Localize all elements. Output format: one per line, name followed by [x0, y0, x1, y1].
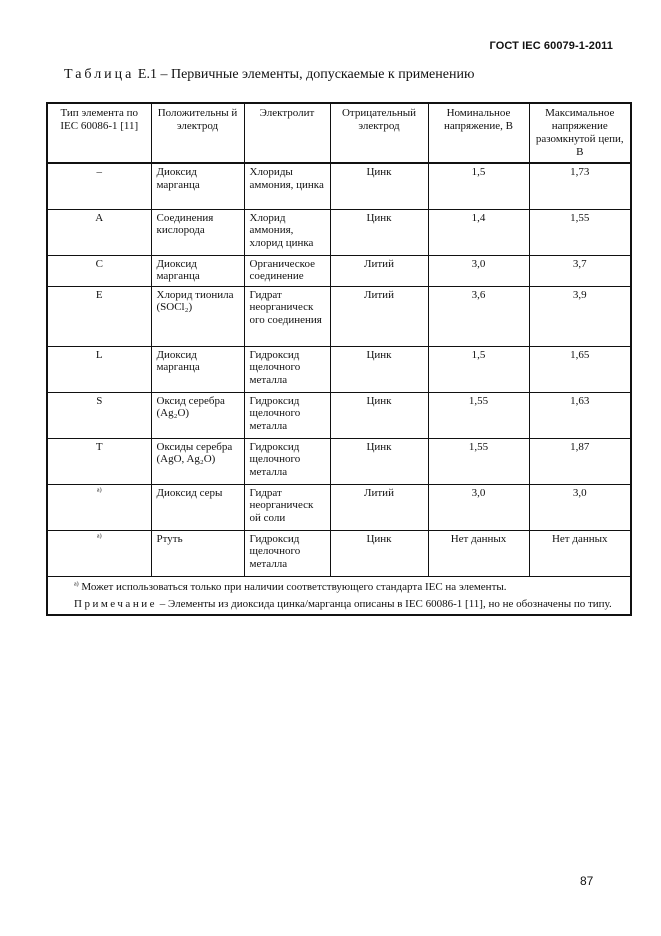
note-label: Примечание	[74, 598, 157, 611]
cell-electrolyte: Органическое соединение	[244, 255, 330, 286]
table-row	[47, 209, 631, 255]
table-row	[47, 286, 631, 346]
cell-positive: Диоксид марганца	[151, 255, 244, 286]
table-title	[64, 67, 474, 83]
cell-max: 3,7	[529, 255, 631, 286]
cell-negative: Цинк	[330, 530, 428, 576]
table-row	[47, 346, 631, 392]
cell-electrolyte: Гидроксид щелочного металла	[244, 392, 330, 438]
footnote-marker: а)	[96, 486, 102, 493]
page-number: 87	[580, 874, 594, 888]
cell-type: –	[47, 163, 151, 209]
document-code: ГОСТ IEC 60079-1-2011	[489, 40, 613, 52]
cell-negative: Цинк	[330, 209, 428, 255]
cell-type	[47, 484, 151, 530]
table-row	[47, 255, 631, 286]
cell-negative: Цинк	[330, 438, 428, 484]
table-header-row	[47, 103, 631, 163]
column-header: Максимальное напряжение разомкнутой цепи, В	[529, 103, 631, 163]
cell-nominal: 3,6	[428, 286, 529, 346]
column-header: Электролит	[244, 103, 330, 163]
cell-negative: Цинк	[330, 163, 428, 209]
cell-max: Нет данных	[529, 530, 631, 576]
column-header: Положительны й электрод	[151, 103, 244, 163]
table-row	[47, 163, 631, 209]
table-row	[47, 484, 631, 530]
table-note	[52, 598, 626, 611]
column-header: Номинальное напряжение, В	[428, 103, 529, 163]
cell-positive: Диоксид серы	[151, 484, 244, 530]
cell-max: 1,73	[529, 163, 631, 209]
cell-negative: Цинк	[330, 392, 428, 438]
cell-max: 3,9	[529, 286, 631, 346]
cell-positive: Соединения кислорода	[151, 209, 244, 255]
cell-nominal: 1,55	[428, 438, 529, 484]
column-header: Отрицательный электрод	[330, 103, 428, 163]
cell-positive: Диоксид марганца	[151, 346, 244, 392]
cell-nominal: 1,55	[428, 392, 529, 438]
cell-positive: Диоксид марганца	[151, 163, 244, 209]
cell-type: E	[47, 286, 151, 346]
table-row	[47, 530, 631, 576]
table-row	[47, 438, 631, 484]
cell-positive: Ртуть	[151, 530, 244, 576]
cell-max: 1,65	[529, 346, 631, 392]
cell-type: A	[47, 209, 151, 255]
cell-negative: Литий	[330, 286, 428, 346]
table-footnote-row	[47, 576, 631, 615]
cell-electrolyte: Хлорид аммония, хлорид цинка	[244, 209, 330, 255]
cell-electrolyte: Гидроксид щелочного металла	[244, 530, 330, 576]
cell-electrolyte: Гидрат неорганическ ой соли	[244, 484, 330, 530]
cell-max: 1,55	[529, 209, 631, 255]
cell-nominal: 3,0	[428, 255, 529, 286]
cell-positive: Хлорид тионила (SOCl₂)	[151, 286, 244, 346]
cell-nominal: 1,5	[428, 163, 529, 209]
footnote	[52, 581, 626, 594]
cell-negative: Литий	[330, 255, 428, 286]
cell-max: 3,0	[529, 484, 631, 530]
table-title-label: Таблица	[64, 67, 135, 82]
cell-max: 1,63	[529, 392, 631, 438]
cell-electrolyte: Гидроксид щелочного металла	[244, 346, 330, 392]
cell-type: S	[47, 392, 151, 438]
footnote-marker: а)	[74, 580, 79, 587]
column-header: Тип элемента по IEC 60086-1 [11]	[47, 103, 151, 163]
cell-positive: Оксиды серебра (AgO, Ag₂O)	[151, 438, 244, 484]
cell-nominal: 1,5	[428, 346, 529, 392]
cells-table	[46, 102, 632, 616]
footnote-cell	[47, 576, 631, 615]
cell-positive: Оксид серебра (Ag₂O)	[151, 392, 244, 438]
cell-negative: Цинк	[330, 346, 428, 392]
cell-nominal: 3,0	[428, 484, 529, 530]
cell-electrolyte: Гидроксид щелочного металла	[244, 438, 330, 484]
cell-negative: Литий	[330, 484, 428, 530]
cell-electrolyte: Гидрат неорганическ ого соединения	[244, 286, 330, 346]
table-title-number: Е.1	[137, 67, 157, 82]
footnote-text: Может использоваться только при наличии соответствующего стандарта IEC на элементы.	[81, 580, 507, 593]
cell-nominal: Нет данных	[428, 530, 529, 576]
cell-type	[47, 530, 151, 576]
footnote-marker: а)	[96, 532, 102, 539]
cell-type: L	[47, 346, 151, 392]
cell-type: T	[47, 438, 151, 484]
table-row	[47, 392, 631, 438]
cell-electrolyte: Хлориды аммония, цинка	[244, 163, 330, 209]
table-title-text: – Первичные элементы, допускаемые к применению	[160, 67, 475, 82]
cell-max: 1,87	[529, 438, 631, 484]
cell-nominal: 1,4	[428, 209, 529, 255]
note-text: – Элементы из диоксида цинка/марганца описаны в IEC 60086-1 [11], но не обозначены по типу.	[159, 598, 612, 611]
cell-type: C	[47, 255, 151, 286]
